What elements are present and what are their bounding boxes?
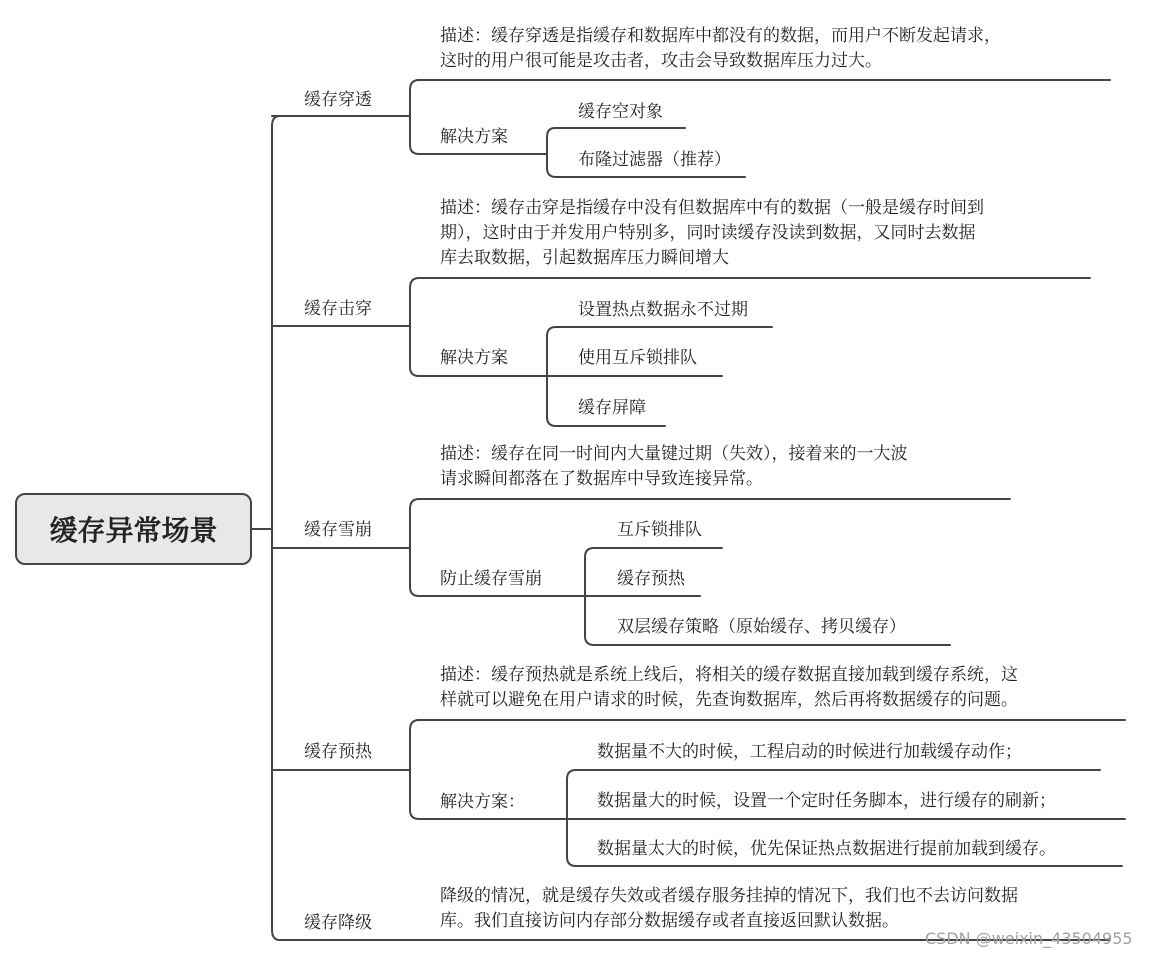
b4-desc-line-2: 样就可以避免在用户请求的时候，先查询数据库，然后再将数据缓存的问题。: [440, 690, 1018, 710]
branch-label-5: 缓存降级: [304, 913, 372, 933]
b4-item-2: 数据量大的时候，设置一个定时任务脚本，进行缓存的刷新；: [597, 791, 1056, 811]
b5-desc-line-1: 降级的情况，就是缓存失效或者缓存服务挂掉的情况下，我们也不去访问数据: [440, 886, 1018, 906]
b4-sub-label: 解决方案：: [440, 792, 525, 812]
b3-sub-label: 防止缓存雪崩: [440, 569, 542, 589]
branch-label-1: 缓存穿透: [304, 90, 372, 110]
b4-desc-line: [410, 720, 1125, 730]
b4-item-3: 数据量太大的时候，优先保证热点数据进行提前加载到缓存。: [597, 839, 1056, 859]
root-node: 缓存异常场景: [15, 493, 252, 565]
b3-desc-line-2: 请求瞬间都落在了数据库中导致连接异常。: [440, 469, 763, 489]
b3-item-1: 互斥锁排队: [617, 520, 702, 540]
b1-item-1: 缓存空对象: [578, 102, 663, 122]
b3-desc-line-1: 描述：缓存在同一时间内大量键过期（失效），接着来的一大波: [440, 444, 908, 464]
b4-item-1: 数据量不大的时候，工程启动的时候进行加载缓存动作；: [597, 742, 1022, 762]
b1-desc-line-2: 这时的用户很可能是攻击者，攻击会导致数据库压力过大。: [440, 51, 882, 71]
b1-sub-label: 解决方案: [440, 127, 508, 147]
b1-desc-line-1: 描述：缓存穿透是指缓存和数据库中都没有的数据，而用户不断发起请求，: [440, 26, 1001, 46]
branch-label-4: 缓存预热: [304, 742, 372, 762]
b2-desc-line-2: 期），这时由于并发用户特别多，同时读缓存没读到数据，又同时去数据: [440, 223, 976, 243]
watermark: CSDN @weixin_43504955: [925, 929, 1133, 948]
b5-desc-line-2: 库。我们直接访问内存部分数据缓存或者直接返回默认数据。: [440, 911, 899, 931]
b2-item-1: 设置热点数据永不过期: [578, 300, 748, 320]
b2-desc-line: [410, 278, 1090, 288]
b4-desc-line-1: 描述：缓存预热就是系统上线后，将相关的缓存数据直接加载到缓存系统，这: [440, 665, 1018, 685]
b2-desc-line-1: 描述：缓存击穿是指缓存中没有但数据库中有的数据（一般是缓存时间到: [440, 198, 984, 218]
b1-item-2: 布隆过滤器（推荐）: [578, 150, 731, 170]
branch-label-2: 缓存击穿: [304, 299, 372, 319]
b3-item-3: 双层缓存策略（原始缓存、拷贝缓存）: [617, 617, 906, 637]
b3-desc-line: [410, 499, 1010, 509]
branch-label-3: 缓存雪崩: [304, 520, 372, 540]
b2-sub-label: 解决方案: [440, 348, 508, 368]
b2-item-2: 使用互斥锁排队: [578, 348, 697, 368]
b2-item-3: 缓存屏障: [578, 398, 646, 418]
b1-desc-line: [410, 80, 1110, 90]
main-spine: [272, 116, 280, 940]
b2-desc-line-3: 库去取数据，引起数据库压力瞬间增大: [440, 248, 729, 268]
b3-item-2: 缓存预热: [617, 569, 685, 589]
